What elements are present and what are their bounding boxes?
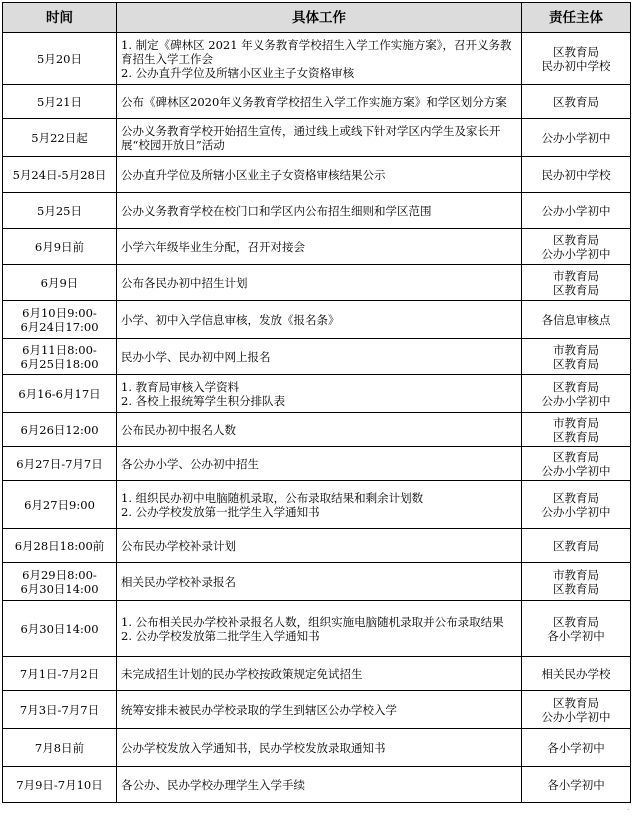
owner-cell	[522, 119, 631, 157]
owner-cell-line: 各小学初中	[547, 628, 605, 643]
owner-cell	[522, 375, 631, 413]
time-cell-line: 5月24日-5月28日	[12, 167, 107, 182]
owner-cell	[522, 229, 631, 265]
owner-cell-line: 区教育局	[553, 282, 599, 297]
owner-cell	[522, 601, 631, 657]
work-cell-line: 公办直升学位及所辖小区业主子女资格审核结果公示	[121, 167, 386, 182]
time-cell-line: 6月9日前	[34, 239, 85, 254]
owner-cell-line: 公办小学初中	[541, 393, 611, 408]
work-cell	[117, 601, 522, 657]
owner-cell	[522, 413, 631, 447]
table-row	[3, 767, 631, 803]
owner-cell-line: 区教育局	[553, 232, 599, 247]
owner-cell	[522, 691, 631, 729]
table-row	[3, 229, 631, 265]
time-cell-line: 6月30日14:00	[20, 621, 99, 636]
owner-cell-line: 各信息审核点	[541, 312, 611, 327]
time-cell	[3, 657, 117, 691]
owner-cell-line: 公办小学初中	[541, 709, 611, 724]
owner-cell-line: 区教育局	[553, 538, 599, 553]
time-cell-line: 6月10日9:00-	[22, 305, 97, 320]
owner-cell-line: 区教育局	[553, 614, 599, 629]
time-cell	[3, 767, 117, 803]
owner-cell-line: 市教育局	[553, 268, 599, 283]
time-cell-line: 7月9日-7月10日	[16, 777, 103, 792]
owner-cell	[522, 265, 631, 301]
time-cell	[3, 301, 117, 339]
owner-cell	[522, 339, 631, 375]
owner-cell	[522, 33, 631, 85]
work-cell	[117, 529, 522, 563]
owner-cell-line: 公办小学初中	[541, 203, 611, 218]
table-row	[3, 729, 631, 767]
time-cell	[3, 601, 117, 657]
time-cell-line: 6月28日18:00前	[14, 538, 105, 553]
owner-cell	[522, 193, 631, 229]
time-cell-line: 6月29日8:00-	[22, 567, 97, 582]
owner-cell	[522, 481, 631, 529]
work-cell-line: 公办义务教育学校在校门口和学区内公布招生细则和学区范围	[121, 203, 432, 218]
time-cell-line: 5月22日起	[31, 130, 88, 145]
work-cell-line: 小学六年级毕业生分配，召开对接会	[121, 239, 305, 254]
owner-cell-line: 公办小学初中	[541, 130, 611, 145]
time-cell	[3, 413, 117, 447]
work-cell-line: 1. 制定《碑林区 2021 年义务教育学校招生入学工作实施方案》，召开义务教育招生入学工作会	[121, 37, 512, 66]
time-cell	[3, 691, 117, 729]
time-cell	[3, 375, 117, 413]
table-row	[3, 481, 631, 529]
owner-cell-line: 市教育局	[553, 415, 599, 430]
work-cell-line: 统筹安排未被民办学校录取的学生到辖区公办学校入学	[121, 702, 397, 717]
work-cell-line: 公布民办初中报名人数	[121, 422, 236, 437]
time-cell	[3, 339, 117, 375]
work-cell-line: 2. 各校上报统筹学生积分排队表	[121, 393, 286, 408]
time-cell-line: 6月25日18:00	[20, 356, 99, 371]
time-cell-line: 6月16-6月17日	[18, 386, 101, 401]
table-row	[3, 301, 631, 339]
table-row	[3, 33, 631, 85]
work-cell	[117, 657, 522, 691]
time-cell-line: 6月26日12:00	[20, 422, 99, 437]
time-cell	[3, 229, 117, 265]
work-cell	[117, 85, 522, 119]
owner-cell	[522, 301, 631, 339]
owner-cell-line: 区教育局	[553, 581, 599, 596]
work-cell-line: 相关民办学校补录报名	[121, 574, 236, 589]
work-cell-line: 各公办小学、公办初中招生	[121, 456, 259, 471]
time-cell	[3, 563, 117, 601]
owner-cell-line: 各小学初中	[547, 740, 605, 755]
work-cell-line: 公办学校发放入学通知书，民办学校发放录取通知书	[121, 740, 386, 755]
time-cell	[3, 481, 117, 529]
owner-cell	[522, 767, 631, 803]
work-cell-line: 公布民办学校补录计划	[121, 538, 236, 553]
time-cell	[3, 85, 117, 119]
owner-cell	[522, 563, 631, 601]
table-row	[3, 157, 631, 193]
work-cell	[117, 193, 522, 229]
work-cell-line: 公办义务教育学校开始招生宣传，通过线上或线下针对学区内学生及家长开展“校园开放日”活动	[121, 123, 501, 152]
table-row	[3, 85, 631, 119]
work-cell-line: 小学、初中入学信息审核，发放《报名条》	[121, 312, 340, 327]
work-cell-line: 民办小学、民办初中网上报名	[121, 349, 271, 364]
owner-cell	[522, 657, 631, 691]
work-cell-line: 1. 组织民办初中电脑随机录取，公布录取结果和剩余计划数	[121, 490, 424, 505]
time-cell-line: 5月21日	[37, 94, 82, 109]
header-work: 具体工作	[117, 3, 522, 33]
work-cell	[117, 481, 522, 529]
owner-cell-line: 民办初中学校	[541, 167, 611, 182]
work-cell	[117, 339, 522, 375]
work-cell-line: 公布各民办初中招生计划	[121, 275, 248, 290]
table-row	[3, 657, 631, 691]
owner-cell-line: 相关民办学校	[541, 666, 611, 681]
enrollment-schedule-table	[2, 2, 631, 803]
time-cell-line: 5月20日	[37, 51, 82, 66]
time-cell	[3, 33, 117, 85]
owner-cell-line: 市教育局	[553, 567, 599, 582]
time-cell-line: 6月11日8:00-	[22, 342, 97, 357]
table-body	[3, 33, 631, 803]
table-row	[3, 601, 631, 657]
work-cell	[117, 729, 522, 767]
time-cell	[3, 447, 117, 481]
work-cell-line: 1. 公布相关民办学校补录报名人数，组织实施电脑随机录取并公布录取结果	[121, 614, 504, 629]
time-cell-line: 7月3日-7月7日	[19, 702, 100, 717]
table-row	[3, 529, 631, 563]
work-cell	[117, 119, 522, 157]
owner-cell-line: 区教育局	[553, 490, 599, 505]
time-cell-line: 6月27日9:00	[24, 497, 95, 512]
work-cell	[117, 229, 522, 265]
work-cell-line: 2. 公办直升学位及所辖小区业主子女资格审核	[121, 65, 355, 80]
owner-cell	[522, 85, 631, 119]
watermark: ·	[626, 803, 630, 816]
header-row	[3, 3, 631, 33]
table-row	[3, 447, 631, 481]
owner-cell-line: 区教育局	[553, 429, 599, 444]
time-cell	[3, 157, 117, 193]
work-cell-line: 各公办、民办学校办理学生入学手续	[121, 777, 305, 792]
table-row	[3, 119, 631, 157]
table-row	[3, 413, 631, 447]
time-cell-line: 5月25日	[37, 203, 82, 218]
time-cell	[3, 193, 117, 229]
owner-cell-line: 市教育局	[553, 342, 599, 357]
time-cell-line: 6月24日17:00	[20, 319, 99, 334]
owner-cell-line: 区教育局	[553, 695, 599, 710]
time-cell-line: 7月8日前	[34, 740, 85, 755]
owner-cell-line: 区教育局	[553, 449, 599, 464]
table-row	[3, 339, 631, 375]
owner-cell-line: 区教育局	[553, 356, 599, 371]
time-cell	[3, 119, 117, 157]
work-cell-line: 未完成招生计划的民办学校按政策规定免试招生	[121, 666, 363, 681]
owner-cell-line: 区教育局	[553, 44, 599, 59]
time-cell-line: 6月30日14:00	[20, 581, 99, 596]
work-cell-line: 1. 教育局审核入学资料	[121, 379, 240, 394]
work-cell-line: 2. 公办学校发放第一批学生入学通知书	[121, 504, 320, 519]
owner-cell	[522, 529, 631, 563]
work-cell	[117, 413, 522, 447]
work-cell	[117, 767, 522, 803]
work-cell	[117, 157, 522, 193]
work-cell-line: 2. 公办学校发放第二批学生入学通知书	[121, 628, 320, 643]
header-time: 时间	[3, 3, 117, 33]
time-cell-line: 7月1日-7月2日	[19, 666, 100, 681]
time-cell-line: 6月27日-7月7日	[16, 456, 103, 471]
table-row	[3, 265, 631, 301]
owner-cell	[522, 729, 631, 767]
owner-cell-line: 民办初中学校	[541, 58, 611, 73]
time-cell-line: 6月9日	[40, 275, 79, 290]
owner-cell-line: 公办小学初中	[541, 463, 611, 478]
owner-cell-line: 区教育局	[553, 379, 599, 394]
table-row	[3, 193, 631, 229]
table-row	[3, 691, 631, 729]
table-row	[3, 563, 631, 601]
table-row	[3, 375, 631, 413]
work-cell-line: 公布《碑林区2020年义务教育学校招生入学工作实施方案》和学区划分方案	[121, 94, 507, 109]
work-cell	[117, 301, 522, 339]
work-cell	[117, 563, 522, 601]
owner-cell	[522, 157, 631, 193]
time-cell	[3, 529, 117, 563]
time-cell	[3, 729, 117, 767]
owner-cell-line: 区教育局	[553, 94, 599, 109]
work-cell	[117, 447, 522, 481]
owner-cell-line: 各小学初中	[547, 777, 605, 792]
work-cell	[117, 265, 522, 301]
owner-cell-line: 公办小学初中	[541, 504, 611, 519]
header-owner: 责任主体	[522, 3, 631, 33]
work-cell	[117, 691, 522, 729]
owner-cell-line: 公办小学初中	[541, 246, 611, 261]
time-cell	[3, 265, 117, 301]
owner-cell	[522, 447, 631, 481]
work-cell	[117, 33, 522, 85]
work-cell	[117, 375, 522, 413]
